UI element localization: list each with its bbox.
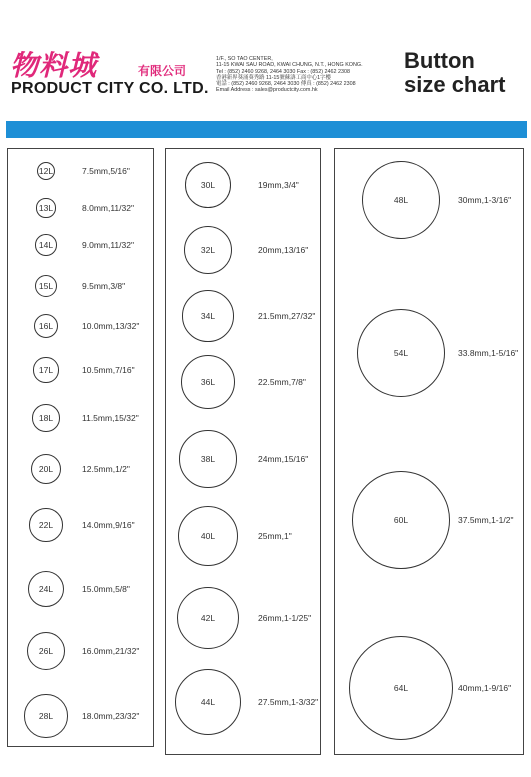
button-size-label: 12L [38,166,54,176]
logo-chinese: 物料城 [10,49,98,82]
button-circle-34l [182,290,234,342]
blue-divider-bar [6,121,527,138]
button-dimension-text: 19mm,3/4" [258,180,299,190]
button-size-label: 54L [393,347,409,358]
button-circle-36l [181,355,235,409]
address-line: Email Address : sales@productcity.com.hk [216,87,318,94]
button-size-label: 13L [38,202,54,213]
button-dimension-text: 24mm,15/16" [258,454,309,464]
button-circle-60l [352,471,450,569]
button-size-label: 26L [38,645,54,656]
button-dimension-text: 16.0mm,21/32" [82,646,140,656]
button-circle-14l [35,234,57,256]
button-dimension-text: 21.5mm,27/32" [258,311,316,321]
button-size-label: 28L [38,710,54,721]
button-dimension-text: 22.5mm,7/8" [258,377,306,387]
button-circle-64l [349,636,453,740]
button-size-label: 64L [393,683,409,693]
address-line: 1/F., SO TAO CENTER, [216,56,273,62]
button-dimension-text: 7.5mm,5/16" [82,166,130,176]
button-dimension-text: 25mm,1" [258,531,292,541]
button-dimension-text: 9.0mm,11/32" [82,240,134,250]
button-dimension-text: 18.0mm,23/32" [82,711,140,721]
address-line: 香港新界葵涌葵秀路 11-15號蘇濤工商中心1字樓 [216,74,331,81]
button-circle-16l [34,314,58,338]
button-circle-42l [177,587,239,649]
button-dimension-text: 30mm,1-3/16" [458,195,512,205]
button-circle-15l [35,275,58,298]
button-size-label: 42L [200,612,216,623]
company-address [216,56,394,94]
button-size-label: 15L [38,280,54,291]
button-circle-28l [24,694,67,737]
button-dimension-text: 12.5mm,1/2" [82,464,130,474]
button-circle-32l [184,226,232,274]
page-title [404,49,506,97]
button-dimension-text: 14.0mm,9/16" [82,520,135,530]
button-dimension-text: 10.0mm,13/32" [82,321,140,331]
button-dimension-text: 20mm,13/16" [258,245,309,255]
button-circle-54l [357,309,445,397]
button-circle-13l [36,198,55,217]
button-circle-24l [28,571,64,607]
title-line-2: size chart [404,72,506,97]
logo-chinese-sub: 有限公司 [138,64,187,78]
address-line: 電話 : (852) 2460 9268, 2464 3030 傳真 : (852) 2462 2308 [216,81,356,88]
button-size-label: 24L [38,584,54,594]
button-dimension-text: 27.5mm,1-3/32" [258,697,319,707]
button-size-label: 17L [38,364,54,375]
button-size-label: 16L [38,321,54,331]
title-line-1: Button [404,48,475,73]
button-size-label: 32L [200,245,216,255]
button-size-label: 60L [393,515,409,525]
button-circle-17l [33,357,58,382]
address-line: Tel : (852) 2460 9268, 2464 3030 Fax : (852) 2462 2308 [216,68,350,75]
button-size-label: 22L [38,519,54,530]
button-size-label: 30L [200,179,216,190]
company-name: PRODUCT CITY CO. LTD. [11,80,209,97]
button-size-label: 20L [38,464,54,474]
button-circle-20l [31,454,61,484]
button-dimension-text: 8.0mm,11/32" [82,203,134,213]
button-size-label: 38L [200,453,216,464]
button-circle-48l [362,161,440,239]
button-size-label: 48L [393,195,409,205]
button-column-large [334,148,524,755]
button-dimension-text: 40mm,1-9/16" [458,683,512,693]
button-dimension-text: 10.5mm,7/16" [82,365,135,375]
button-size-label: 40L [200,531,216,541]
button-dimension-text: 15.0mm,5/8" [82,584,130,594]
button-size-label: 34L [200,310,216,321]
button-size-label: 36L [200,377,216,387]
button-dimension-text: 37.5mm,1-1/2" [458,515,514,525]
button-dimension-text: 26mm,1-1/25" [258,613,312,623]
button-circle-40l [178,506,238,566]
button-circle-38l [179,430,237,488]
button-size-label: 18L [38,412,54,423]
button-size-label: 44L [200,697,216,707]
button-dimension-text: 33.8mm,1-5/16" [458,348,519,358]
button-column-medium [165,148,321,755]
button-circle-12l [37,162,55,180]
button-circle-44l [175,669,241,735]
button-dimension-text: 9.5mm,3/8" [82,281,126,291]
address-line: 11-15 KWAI SAU ROAD, KWAI CHUNG, N.T., HONG KONG. [216,62,363,69]
button-size-label: 14L [38,239,54,250]
button-column-small [7,148,154,747]
button-circle-22l [29,508,63,542]
button-circle-18l [32,404,60,432]
button-dimension-text: 11.5mm,15/32" [82,413,139,423]
button-circle-26l [27,632,65,670]
button-circle-30l [185,162,231,208]
